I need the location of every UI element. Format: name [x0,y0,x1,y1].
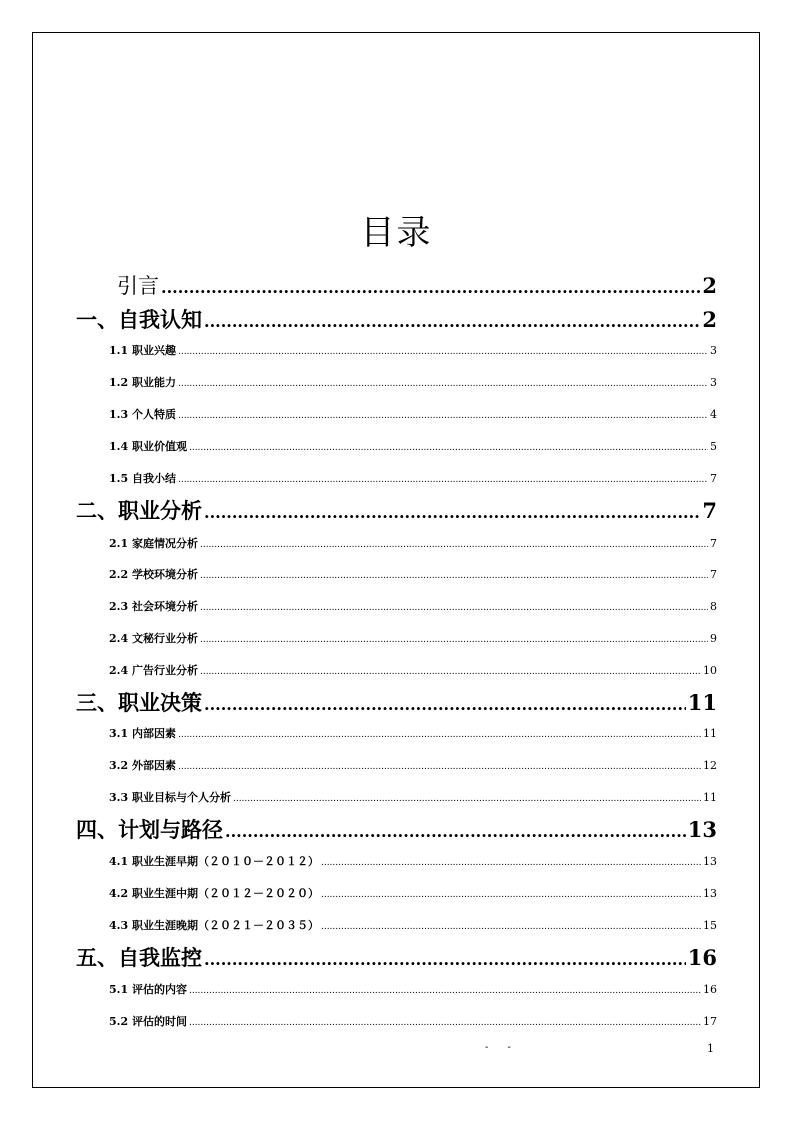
toc-entry-page: 16 [687,945,717,970]
toc-entry-label: 1.2 职业能力 [109,376,176,389]
dot-leader [178,379,708,389]
toc-entry-page: 8 [710,600,717,613]
toc-entry-label: 4.2 职业生涯中期（２０１２－２０２０） [109,887,319,900]
toc-entry[interactable] [109,1013,717,1029]
toc-entry-label: 二、职业分析 [76,498,202,523]
toc-entry-label: 一、自我认知 [76,307,202,332]
toc-entry-page: 7 [710,472,717,485]
toc-entry-page: 11 [703,727,717,740]
toc-entry-label: 三、职业决策 [76,690,202,715]
toc-entry[interactable] [109,374,717,390]
toc-entry[interactable] [109,342,717,358]
footer-page-number: 1 [707,1042,714,1055]
toc-entry[interactable] [76,304,717,330]
toc-entry-page: 3 [710,376,717,389]
dot-leader [204,950,686,969]
toc-entry-label: 4.3 职业生涯晚期（２０２１－２０３５） [109,919,319,932]
toc-entry[interactable] [117,270,717,296]
toc-entry[interactable] [109,438,717,454]
toc-entry-label: 1.4 职业价值观 [109,440,187,453]
dot-leader [321,922,701,932]
toc-entry-label: 3.3 职业目标与个人分析 [109,791,231,804]
toc-entry-page: 5 [710,440,717,453]
toc-entry[interactable] [109,789,717,805]
toc-entry-page: 2 [702,307,717,332]
toc-entry-page: 15 [703,919,717,932]
dot-leader [200,667,701,677]
toc-entry[interactable] [109,535,717,551]
toc-entry[interactable] [76,942,717,968]
toc-entry-page: 7 [710,537,717,550]
dot-leader [161,278,700,297]
dot-leader [178,347,708,357]
dot-leader [321,858,701,868]
dot-leader [200,540,708,550]
dot-leader [204,312,700,331]
toc-entry-label: 2.3 社会环境分析 [109,600,198,613]
toc-entry-label: 五、自我监控 [76,945,202,970]
toc-entry-label: 引言 [117,274,159,298]
dot-leader [189,986,701,996]
toc-entry-page: 13 [703,855,717,868]
toc-entry-label: 3.1 内部因素 [109,727,176,740]
toc-entry-label: 4.1 职业生涯早期（２０１０－２０１２） [109,855,319,868]
toc-entry-page: 7 [710,568,717,581]
toc-entry-page: 4 [710,408,717,421]
dot-leader [189,1018,701,1028]
dot-leader [178,730,701,740]
toc-entry-page: 12 [703,759,717,772]
toc-entry-page: 13 [703,887,717,900]
toc-entry-page: 13 [687,817,717,842]
toc-entry-label: 3.2 外部因素 [109,759,176,772]
toc-entry[interactable] [109,981,717,997]
toc-entry-page: 2 [702,273,717,298]
toc-entry-page: 11 [687,690,717,715]
toc-entry[interactable] [76,687,717,713]
dot-leader [204,695,686,714]
toc-entry-page: 7 [702,498,717,523]
dot-leader [233,794,701,804]
toc-entry[interactable] [109,917,717,933]
toc-entry-label: 5.1 评估的内容 [109,983,187,996]
toc-entry[interactable] [109,885,717,901]
dot-leader [200,603,708,613]
dot-leader [200,635,708,645]
toc-entry-label: 5.2 评估的时间 [109,1015,187,1028]
dot-leader [178,762,701,772]
toc-entry-page: 17 [703,1015,717,1028]
dot-leader [189,443,708,453]
toc-entry-page: 9 [710,632,717,645]
toc-entry-page: 3 [710,344,717,357]
dot-leader [200,571,708,581]
toc-entry-label: 1.5 自我小结 [109,472,176,485]
toc-entry-label: 2.4 广告行业分析 [109,664,198,677]
toc-entry-label: 1.1 职业兴趣 [109,344,176,357]
toc-entry[interactable] [109,470,717,486]
footer-mark: - - [485,1042,519,1053]
toc-entry-page: 11 [703,791,717,804]
toc-entry[interactable] [76,495,717,521]
dot-leader [178,411,708,421]
toc-entry-page: 16 [703,983,717,996]
toc-entry[interactable] [109,630,717,646]
toc-title: 目录 [360,213,433,253]
dot-leader [225,822,686,841]
toc-entry[interactable] [109,757,717,773]
dot-leader [204,503,700,522]
toc-entry[interactable] [109,566,717,582]
toc-entry[interactable] [76,814,717,840]
toc-entry-label: 2.4 文秘行业分析 [109,632,198,645]
toc-entry-label: 1.3 个人特质 [109,408,176,421]
dot-leader [321,890,701,900]
toc-entry[interactable] [109,725,717,741]
dot-leader [178,475,708,485]
toc-entry-page: 10 [703,664,717,677]
toc-entry-label: 2.2 学校环境分析 [109,568,198,581]
toc-entry-label: 2.1 家庭情况分析 [109,537,198,550]
toc-entry[interactable] [109,406,717,422]
toc-entry[interactable] [109,662,717,678]
toc-entry[interactable] [109,598,717,614]
toc-entry[interactable] [109,853,717,869]
toc-entry-label: 四、计划与路径 [76,817,223,842]
